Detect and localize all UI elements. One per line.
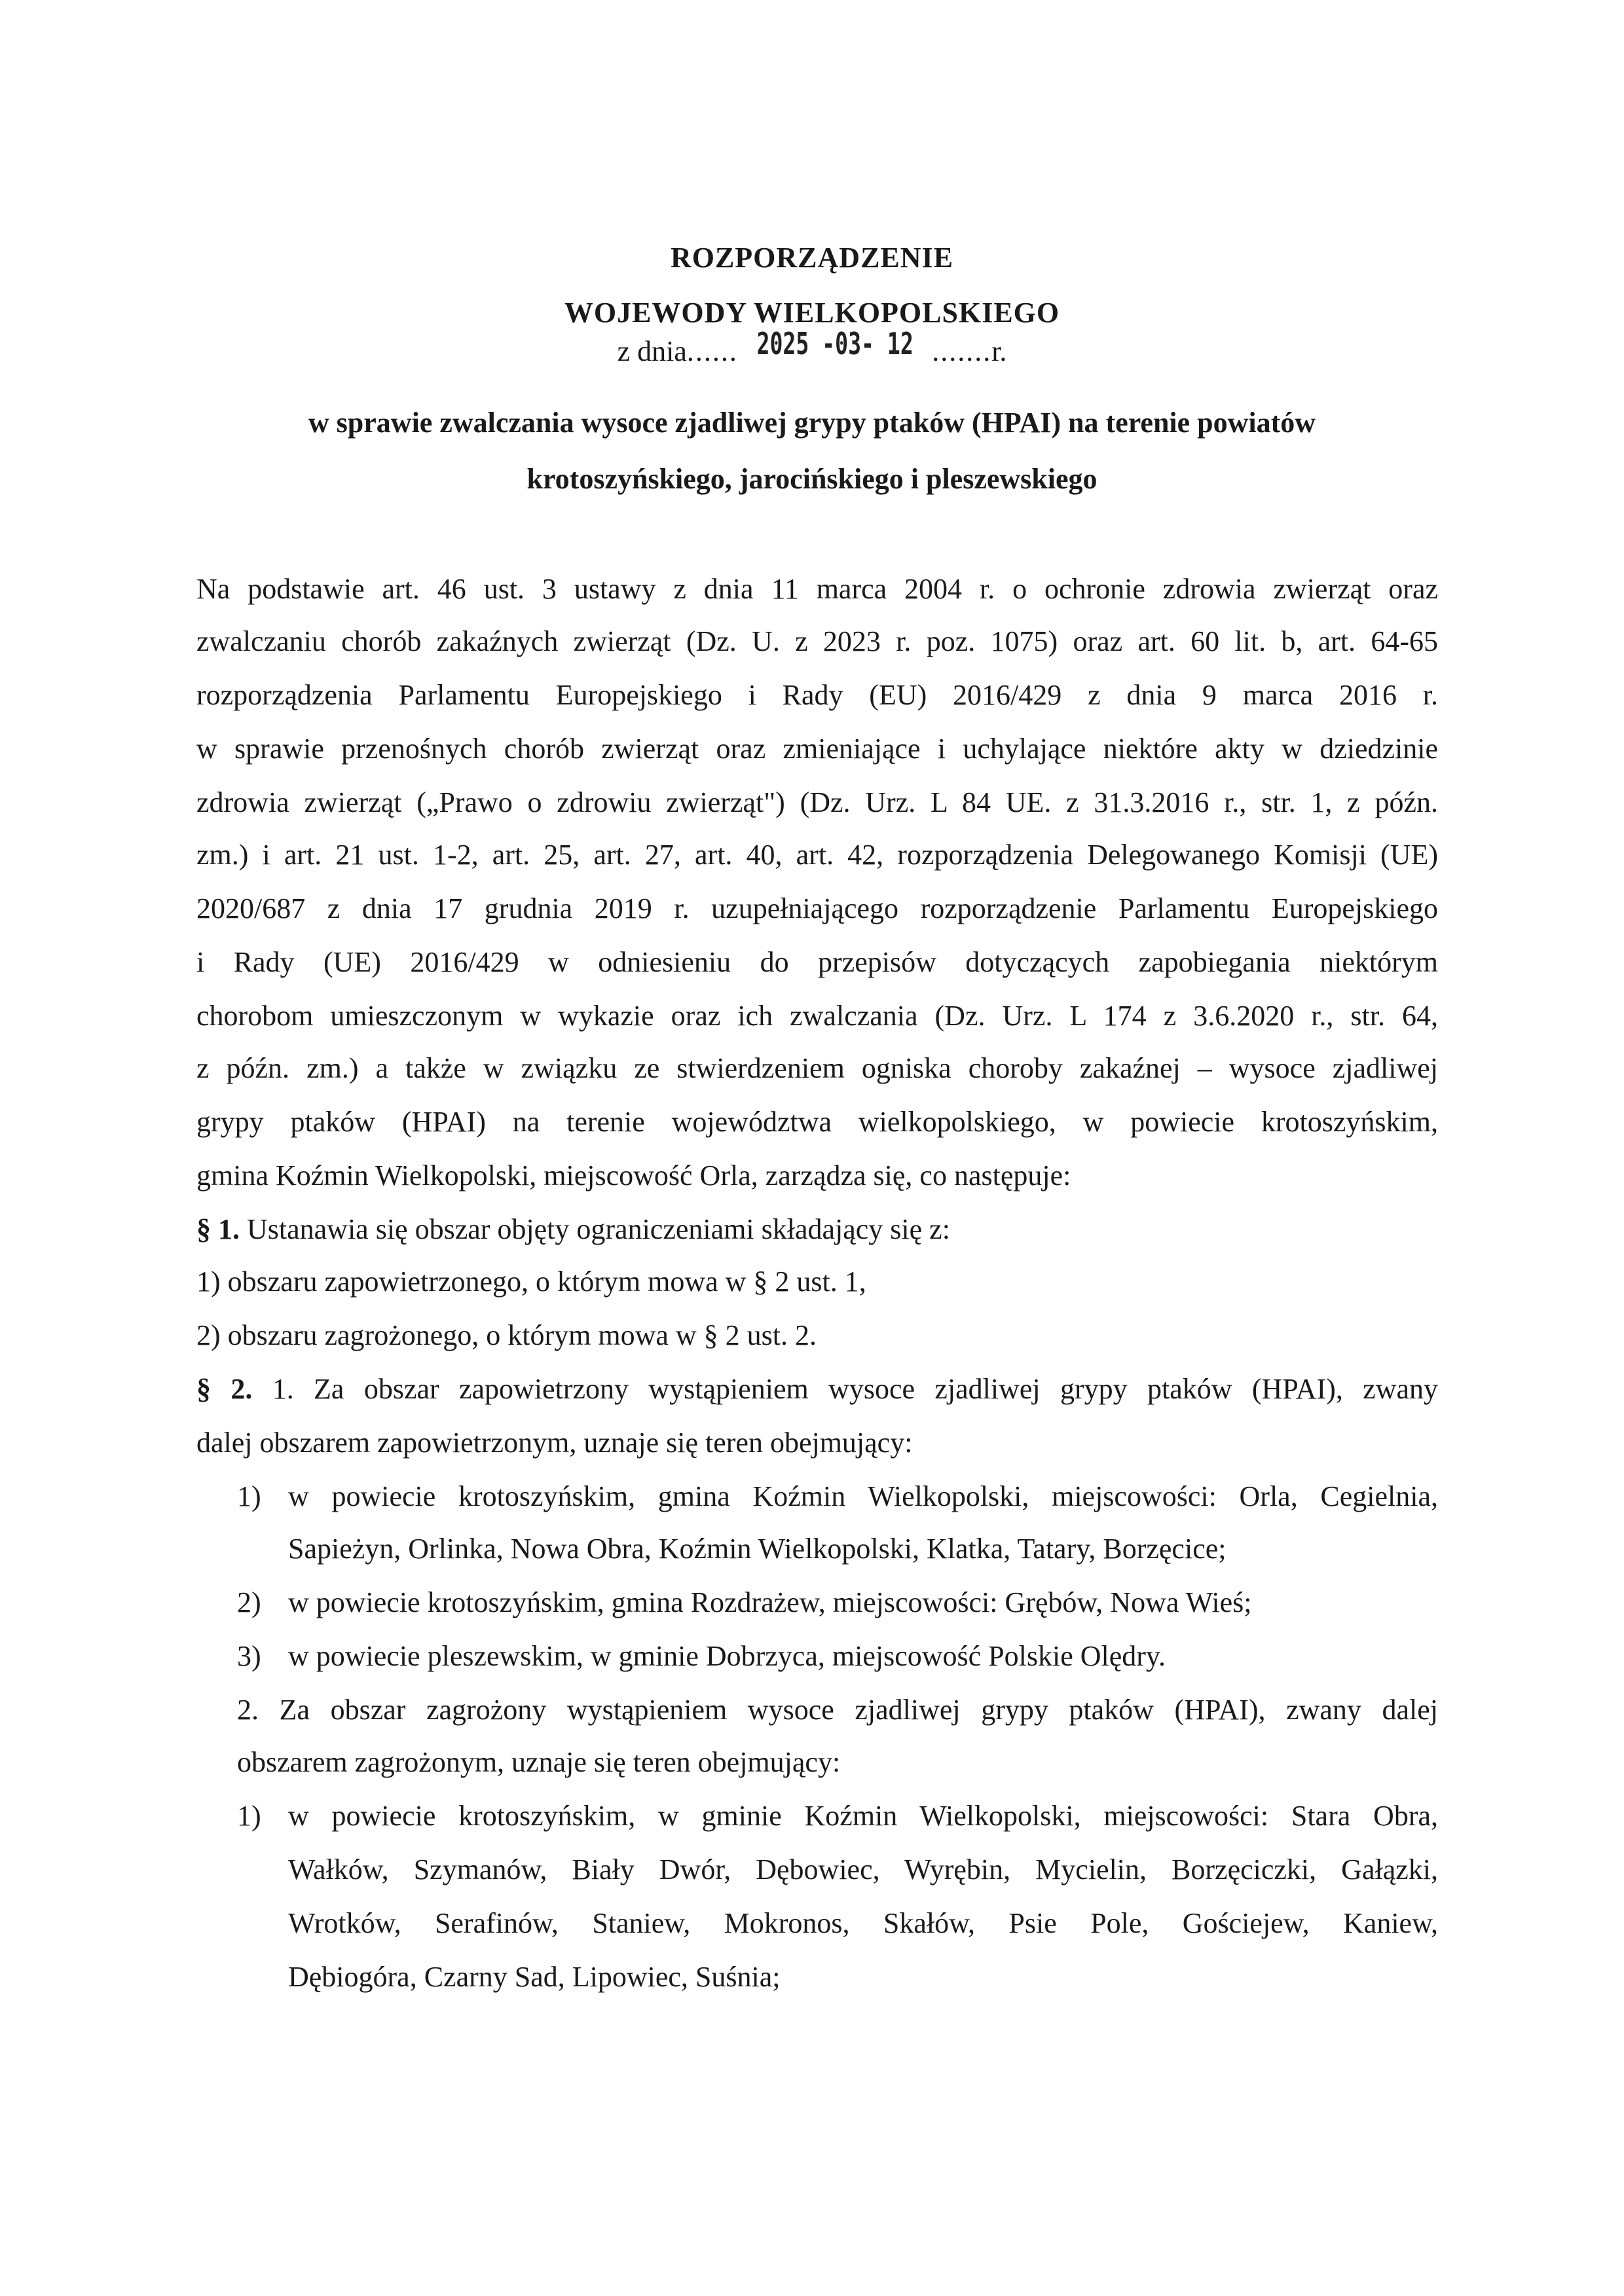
document-authority: WOJEWODY WIELKOPOLSKIEGO (564, 297, 1060, 329)
ust-1-item-3-line-1: w powiecie pleszewskim, w gminie Dobrzyca, miejscowość Polskie Olędry. (288, 1640, 1166, 1672)
preamble-line-1: Na podstawie art. 46 ust. 3 ustawy z dnia 11 marca 2004 r. o ochronie zdrowia zwierząt oraz (196, 573, 1438, 605)
ust-1-item-2-number: 2) (237, 1586, 261, 1618)
paragraph-1 (196, 1211, 950, 1248)
preamble-line-2: zwalczaniu chorób zakaźnych zwierząt (Dz. U. z 2023 r. poz. 1075) oraz art. 60 lit. b, art. 64-65 (196, 625, 1438, 657)
preamble-line-3: rozporządzenia Parlamentu Europejskiego i Rady (EU) 2016/429 z dnia 9 marca 2016 r. (196, 679, 1438, 711)
ust-1-item-1-number: 1) (237, 1480, 261, 1512)
paragraph-2-ust-1-line-1: 1. Za obszar zapowietrzony wystąpieniem wysoce zjadliwej grypy ptaków (HPAI), zwany (252, 1373, 1439, 1405)
document-date (0, 326, 1624, 368)
paragraph-1-mark: § 1. (196, 1213, 240, 1245)
preamble-line-4: w sprawie przenośnych chorób zwierząt oraz zmieniające i uchylające niektóre akty w dziedzinie (196, 733, 1438, 765)
paragraph-2-ust-1 (196, 1371, 1438, 1408)
preamble-line-8: i Rady (UE) 2016/429 w odniesieniu do przepisów dotyczących zapobiegania niektórym (196, 946, 1438, 978)
preamble-line-7: 2020/687 z dnia 17 grudnia 2019 r. uzupełniającego rozporządzenie Parlamentu Europejskiego (196, 892, 1438, 924)
ust-2-item-1-line-1: w powiecie krotoszyńskim, w gminie Koźmin Wielkopolski, miejscowości: Stara Obra, (288, 1800, 1438, 1832)
paragraph-2-ust-2-line-1: 2. Za obszar zagrożony wystąpieniem wysoce zjadliwej grypy ptaków (HPAI), zwany dalej (237, 1694, 1438, 1726)
ust-2-item-1-line-4: Dębiogóra, Czarny Sad, Lipowiec, Suśnia; (288, 1961, 781, 1993)
ust-2-item-1-line-2: Wałków, Szymanów, Biały Dwór, Dębowiec, Wyrębin, Mycielin, Borzęciczki, Gałązki, (288, 1853, 1438, 1886)
paragraph-1-item-2: 2) obszaru zagrożonego, o którym mowa w § 2 ust. 2. (196, 1319, 817, 1351)
preamble-line-5: zdrowia zwierząt („Prawo o zdrowiu zwierząt") (Dz. Urz. L 84 UE. z 31.3.2016 r., str. 1, z późn. (196, 786, 1438, 818)
paragraph-1-text: Ustanawia się obszar objęty ograniczeniami składający się z: (240, 1213, 950, 1245)
preamble-line-12: gmina Koźmin Wielkopolski, miejscowość Orla, zarządza się, co następuje: (196, 1159, 1071, 1192)
preamble-line-6: zm.) i art. 21 ust. 1-2, art. 25, art. 27, art. 40, art. 42, rozporządzenia Delegowanego Komisji (UE) (196, 839, 1438, 871)
ust-1-item-1-line-2: Sapieżyn, Orlinka, Nowa Obra, Koźmin Wielkopolski, Klatka, Tatary, Borzęcice; (288, 1533, 1227, 1565)
preamble-line-11: grypy ptaków (HPAI) na terenie województwa wielkopolskiego, w powiecie krotoszyńskim, (196, 1106, 1438, 1138)
paragraph-2-ust-2-line-2: obszarem zagrożonym, uznaje się teren obejmujący: (237, 1746, 841, 1778)
date-prefix: z dnia (617, 335, 687, 367)
date-stamp: 2025 -03- 12 (756, 326, 913, 361)
subject-line-1: w sprawie zwalczania wysoce zjadliwej grypy ptaków (HPAI) na terenie powiatów (308, 407, 1316, 439)
paragraph-2-mark: § 2. (196, 1373, 253, 1405)
date-dots-left: ...... (686, 335, 738, 367)
ust-1-item-2-line-1: w powiecie krotoszyńskim, gmina Rozdrażew, miejscowości: Grębów, Nowa Wieś; (288, 1586, 1252, 1618)
ust-1-item-1-line-1: w powiecie krotoszyńskim, gmina Koźmin Wielkopolski, miejscowości: Orla, Cegielnia, (288, 1480, 1438, 1512)
ust-2-item-1-number: 1) (237, 1800, 261, 1832)
paragraph-1-item-1: 1) obszaru zapowietrzonego, o którym mowa w § 2 ust. 1, (196, 1266, 866, 1298)
paragraph-2-ust-1-line-2: dalej obszarem zapowietrzonym, uznaje się teren obejmujący: (196, 1427, 913, 1459)
subject-line-2: krotoszyńskiego, jarocińskiego i pleszewskiego (526, 463, 1098, 495)
date-suffix: r. (991, 335, 1007, 367)
ust-2-item-1-line-3: Wrotków, Serafinów, Staniew, Mokronos, Skałów, Psie Pole, Gościejew, Kaniew, (288, 1907, 1438, 1939)
preamble-line-10: z późn. zm.) a także w związku ze stwierdzeniem ogniska choroby zakaźnej – wysoce zjadliwej (196, 1052, 1438, 1084)
ust-1-item-3-number: 3) (237, 1640, 261, 1672)
date-dots-right: ....... (932, 335, 992, 367)
preamble-line-9: chorobom umieszczonym w wykazie oraz ich zwalczania (Dz. Urz. L 174 z 3.6.2020 r., str. 64, (196, 1000, 1438, 1032)
document-title: ROZPORZĄDZENIE (670, 242, 954, 274)
